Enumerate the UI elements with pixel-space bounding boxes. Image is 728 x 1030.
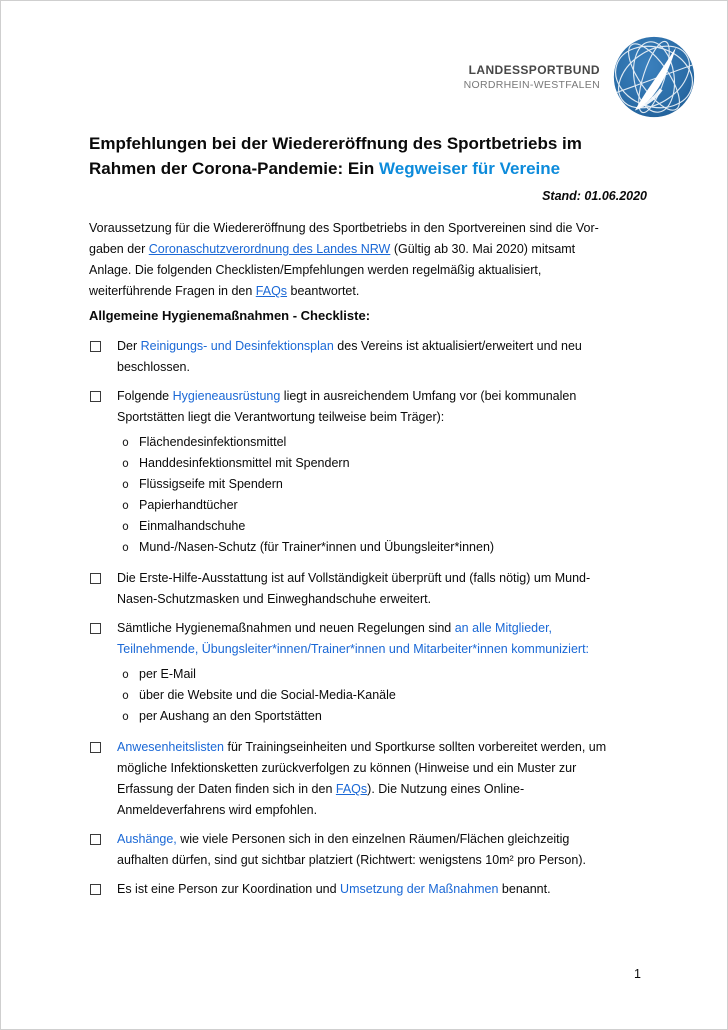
sub-bullet-text: per Aushang an den Sportstätten [139, 709, 322, 723]
logo-org-region: NORDRHEIN-WESTFALEN [463, 79, 600, 91]
plain-text: für Trainingseinheiten und Sportkurse sollten vorbereitet werden, um [224, 740, 607, 754]
page-number: 1 [634, 967, 641, 981]
sub-bullet-text: Einmalhandschuhe [139, 519, 246, 533]
sub-bullet-text: Mund-/Nasen-Schutz (für Trainer*innen und Übungsleiter*innen) [139, 540, 495, 554]
sub-bullet-item [122, 706, 659, 727]
sub-bullet-item [122, 432, 659, 453]
plain-text: des Vereins ist aktualisiert/erweitert und neu [333, 339, 582, 353]
highlighted-text: Wegweiser für Vereine [379, 159, 561, 178]
plain-text: ). Die Nutzung eines Online- [367, 782, 525, 796]
text-link[interactable]: Coronaschutzverordnung des Landes NRW [148, 242, 391, 256]
logo-wordmark [464, 63, 600, 91]
circle-bullet-icon: o [122, 477, 129, 491]
sub-bullet-list [117, 432, 659, 558]
circle-bullet-icon: o [122, 667, 129, 681]
checklist-item-body [117, 618, 659, 729]
plain-text: gaben der [89, 242, 149, 256]
plain-text: Folgende [117, 389, 173, 403]
checklist-item [89, 386, 659, 560]
sub-bullet-item [122, 495, 659, 516]
globe-logo-icon [611, 34, 697, 120]
checklist-item [89, 829, 659, 871]
version-date: Stand: 01.06.2020 [542, 189, 647, 203]
checklist-item-text [117, 879, 659, 900]
highlighted-text: Reinigungs- und Desinfektionsplan [140, 339, 334, 353]
text-link[interactable]: FAQs [335, 782, 368, 796]
plain-text: (Gültig ab 30. Mai 2020) mitsamt [390, 242, 576, 256]
checklist-item-body [117, 829, 659, 871]
header [1, 1, 727, 120]
plain-text: Voraussetzung für die Wiedereröffnung des Sportbetriebs in den Sportvereinen sind die Vor- [89, 221, 599, 235]
plain-text: aufhalten dürfen, sind gut sichtbar platziert (Richtwert: wenigstens 10m² pro Person). [117, 853, 586, 867]
circle-bullet-icon: o [122, 709, 129, 723]
logo-org-name: LANDESSPORTBUND [468, 63, 600, 77]
highlighted-text: Aushänge, [117, 832, 177, 846]
plain-text: beantwortet. [287, 284, 360, 298]
checklist-item-text [117, 618, 659, 660]
plain-text: weiterführende Fragen in den [89, 284, 256, 298]
intro-paragraph [89, 218, 657, 302]
checklist-item [89, 737, 659, 821]
checklist-item [89, 879, 659, 900]
text-link[interactable]: FAQs [255, 284, 288, 298]
plain-text: Erfassung der Daten finden sich in den [117, 782, 336, 796]
checklist-item-text [117, 336, 659, 378]
highlighted-text: Umsetzung der Maßnahmen [340, 882, 499, 896]
plain-text: Rahmen der Corona-Pandemie: Ein [89, 159, 379, 178]
checklist-item-body [117, 336, 659, 378]
circle-bullet-icon: o [122, 456, 129, 470]
plain-text: Sportstätten liegt die Verantwortung teilweise beim Träger): [117, 410, 445, 424]
highlighted-text: Teilnehmende, Übungsleiter*innen/Trainer*innen und Mitarbeiter*innen kommuniziert: [117, 642, 590, 656]
checklist-item-text [117, 386, 659, 428]
sub-bullet-text: über die Website und die Social-Media-Kanäle [139, 688, 396, 702]
section-heading: Allgemeine Hygienemaßnahmen - Checkliste: [89, 308, 371, 323]
circle-bullet-icon: o [122, 498, 129, 512]
sub-bullet-item [122, 516, 659, 537]
checkbox-icon[interactable] [90, 884, 101, 895]
plain-text: liegt in ausreichendem Umfang vor (bei kommunalen [280, 389, 577, 403]
checkbox-icon[interactable] [90, 391, 101, 402]
circle-bullet-icon: o [122, 519, 129, 533]
sub-bullet-text: Handdesinfektionsmittel mit Spendern [139, 456, 350, 470]
plain-text: Anmeldeverfahrens wird empfohlen. [117, 803, 318, 817]
checklist-item-body [117, 386, 659, 560]
checkbox-icon[interactable] [90, 341, 101, 352]
sub-bullet-item [122, 664, 659, 685]
plain-text: Empfehlungen bei der Wiedereröffnung des Sportbetriebs im [89, 134, 582, 153]
checklist-item-text [117, 568, 659, 610]
checklist-item-body [117, 879, 659, 900]
document-title [89, 131, 657, 181]
sub-bullet-item [122, 685, 659, 706]
plain-text: wie viele Personen sich in den einzelnen Räumen/Flächen gleichzeitig [176, 832, 570, 846]
sub-bullet-text: Flüssigseife mit Spendern [139, 477, 283, 491]
checklist-item-text [117, 737, 659, 821]
checklist-item-text [117, 829, 659, 871]
circle-bullet-icon: o [122, 688, 129, 702]
sub-bullet-list [117, 664, 659, 727]
checkbox-icon[interactable] [90, 623, 101, 634]
plain-text: Anlage. Die folgenden Checklisten/Empfehlungen werden regelmäßig aktualisiert, [89, 263, 542, 277]
plain-text: Der [117, 339, 141, 353]
checklist-item [89, 618, 659, 729]
sub-bullet-text: per E-Mail [139, 667, 196, 681]
circle-bullet-icon: o [122, 540, 129, 554]
checklist [89, 336, 659, 900]
plain-text: Nasen-Schutzmasken und Einweghandschuhe erweitert. [117, 592, 432, 606]
highlighted-text: Hygieneausrüstung [172, 389, 281, 403]
plain-text: Sämtliche Hygienemaßnahmen und neuen Regelungen sind [117, 621, 455, 635]
sub-bullet-item [122, 537, 659, 558]
sub-bullet-item [122, 474, 659, 495]
highlighted-text: an alle Mitglieder, [454, 621, 553, 635]
checkbox-icon[interactable] [90, 834, 101, 845]
plain-text: Es ist eine Person zur Koordination und [117, 882, 341, 896]
checkbox-icon[interactable] [90, 742, 101, 753]
checklist-item-body [117, 568, 659, 610]
plain-text: Die Erste-Hilfe-Ausstattung ist auf Vollständigkeit überprüft und (falls nötig) um Mund- [117, 571, 591, 585]
sub-bullet-item [122, 453, 659, 474]
sub-bullet-text: Papierhandtücher [139, 498, 238, 512]
checklist-item [89, 336, 659, 378]
circle-bullet-icon: o [122, 435, 129, 449]
plain-text: benannt. [498, 882, 551, 896]
checklist-item-body [117, 737, 659, 821]
highlighted-text: Anwesenheitslisten [117, 740, 225, 754]
sub-bullet-text: Flächendesinfektionsmittel [139, 435, 287, 449]
checklist-item [89, 568, 659, 610]
plain-text: mögliche Infektionsketten zurückverfolgen zu können (Hinweise und ein Muster zur [117, 761, 577, 775]
plain-text: beschlossen. [117, 360, 190, 374]
checkbox-icon[interactable] [90, 573, 101, 584]
